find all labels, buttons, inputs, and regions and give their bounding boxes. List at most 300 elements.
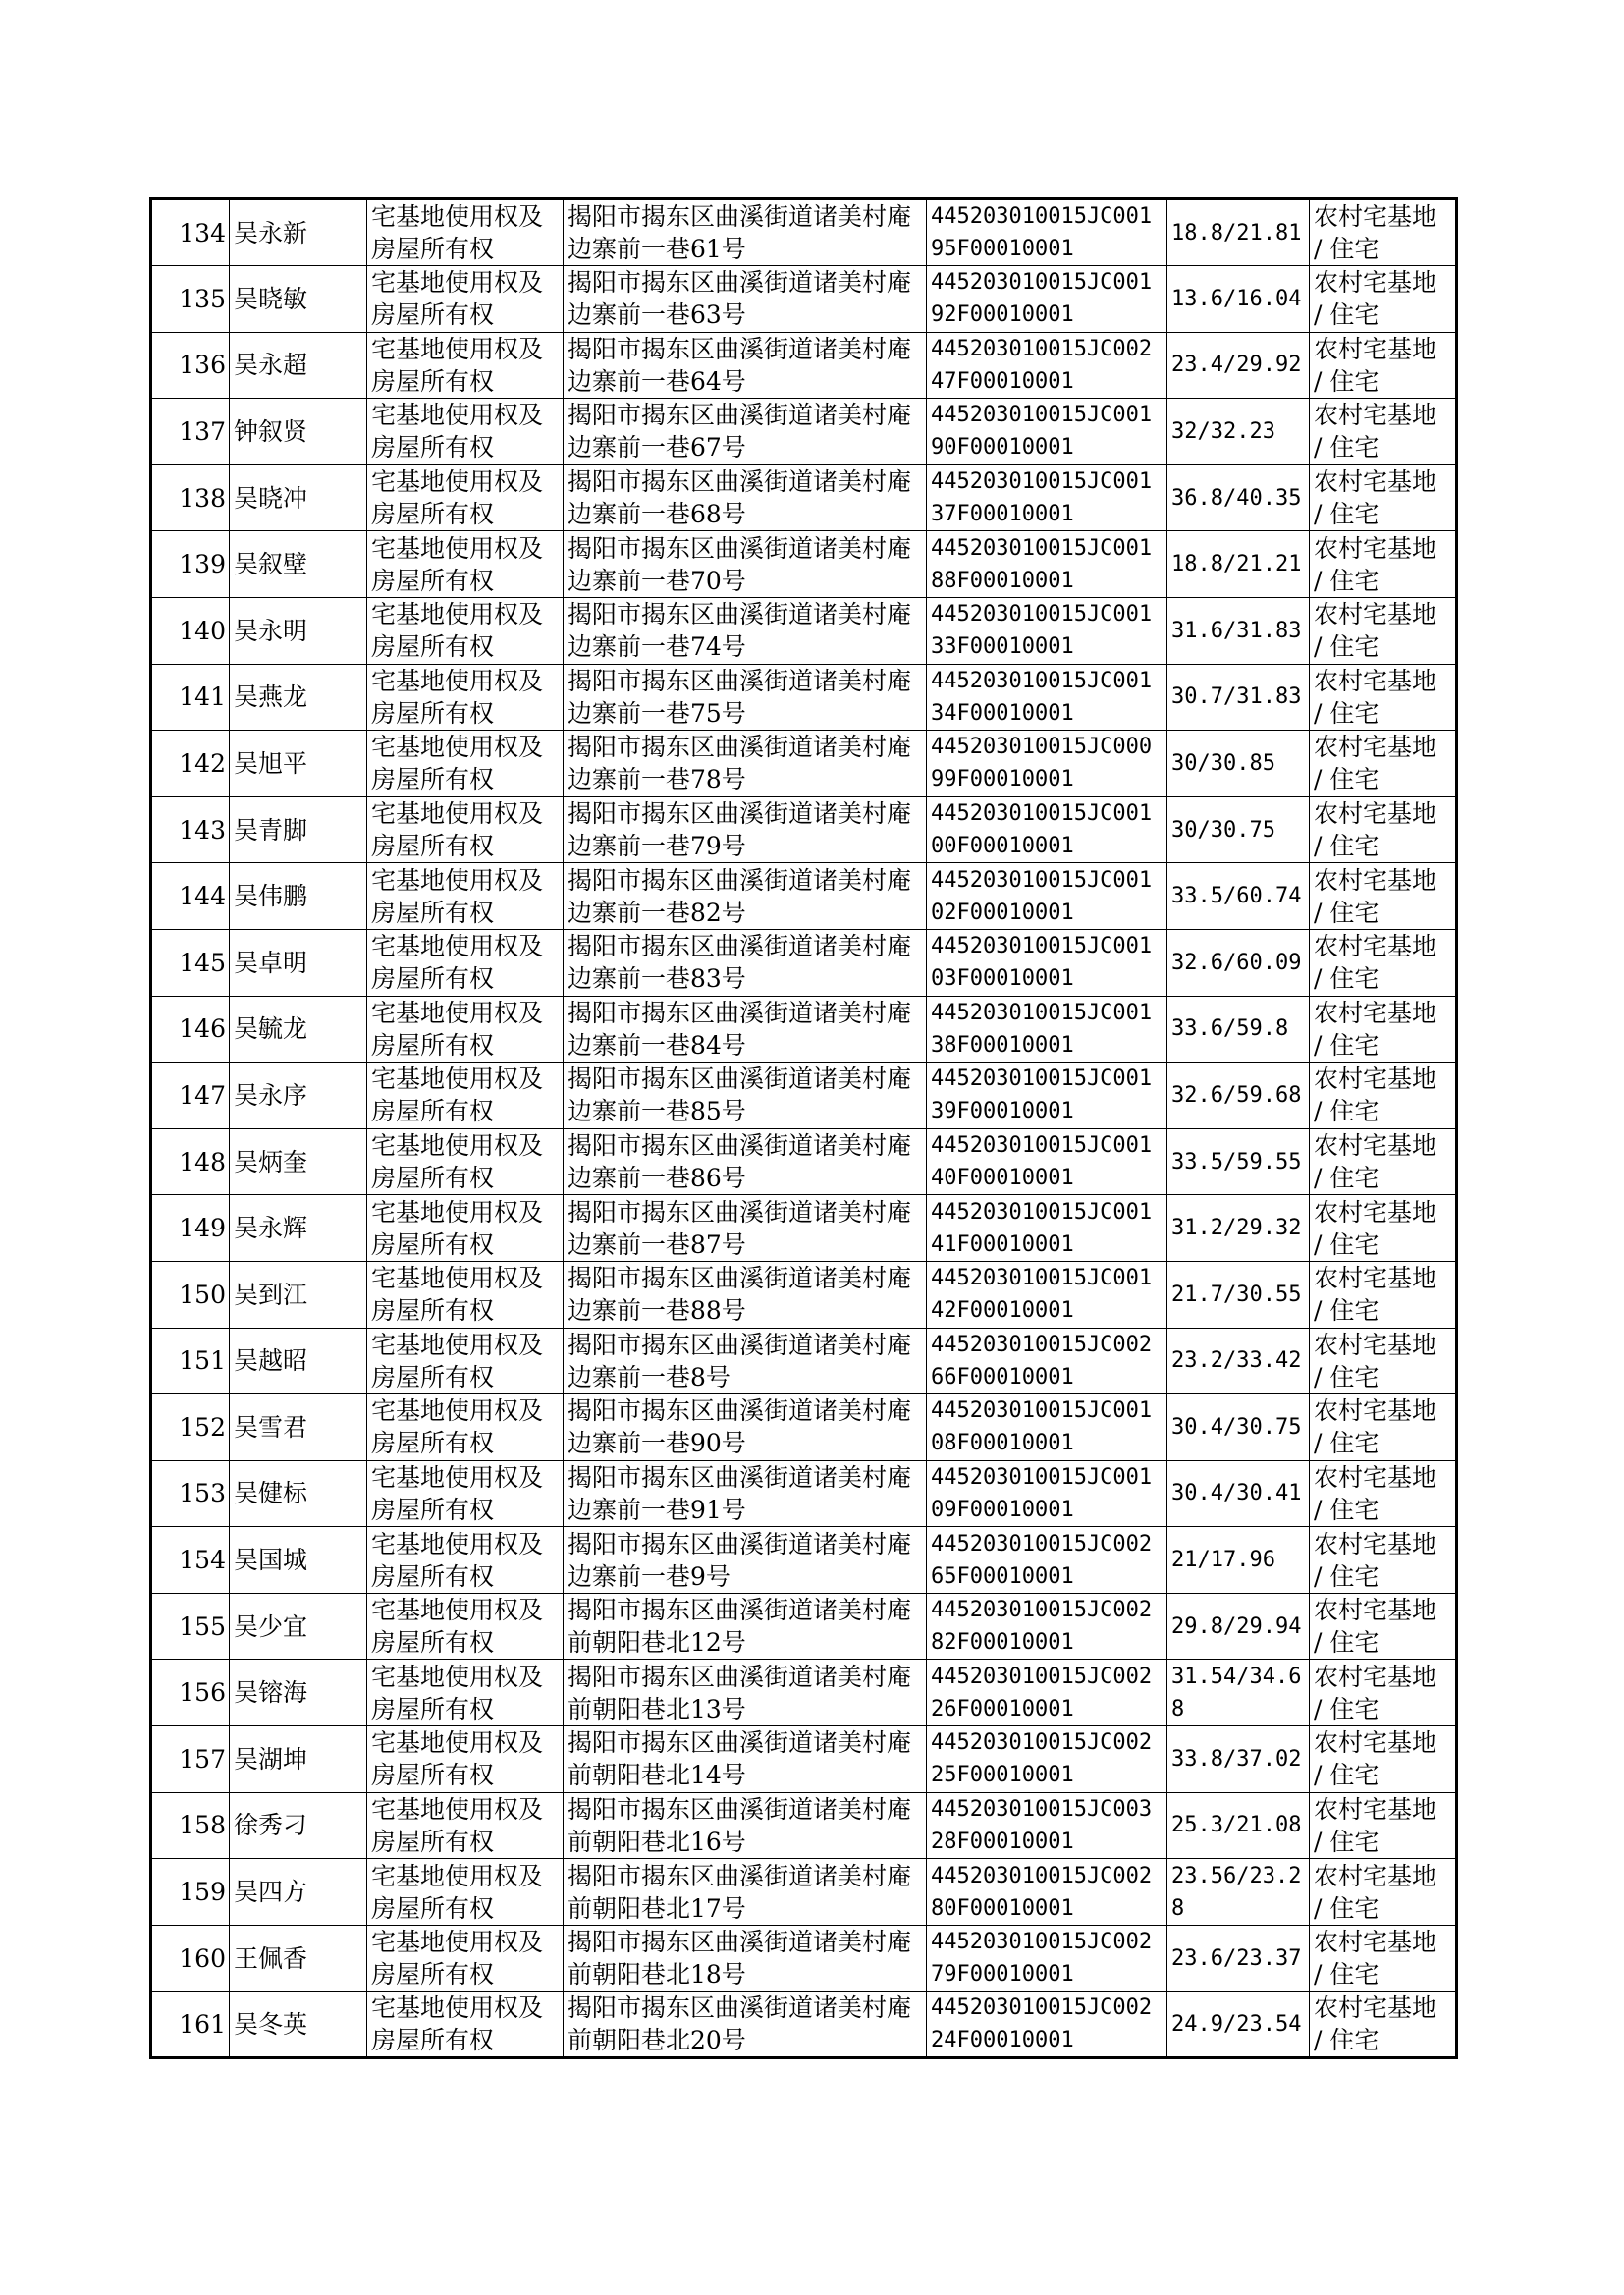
code-text: 445203010015JC00141F00010001 — [931, 1199, 1153, 1257]
owner-name-cell — [230, 199, 367, 266]
area-text: 30/30.75 — [1171, 817, 1275, 843]
right-type-cell — [367, 996, 564, 1063]
address-cell — [564, 1261, 927, 1328]
address-cell — [564, 531, 927, 598]
owner-name-cell — [230, 597, 367, 664]
right-type-text: 宅基地使用权及房屋所有权 — [371, 1065, 544, 1126]
area-text: 23.6/23.37 — [1171, 1945, 1302, 1971]
owner-name-cell — [230, 731, 367, 797]
code-text: 445203010015JC00282F00010001 — [931, 1598, 1153, 1656]
seq-text: 139 — [179, 550, 226, 579]
land-use-cell — [1310, 796, 1457, 863]
land-use-cell — [1310, 1460, 1457, 1527]
unit-code-cell — [927, 1063, 1167, 1129]
address-text: 揭阳市揭东区曲溪街道诸美村庵边寨前一巷87号 — [568, 1197, 912, 1259]
table-row — [151, 597, 1457, 664]
right-type-text: 宅基地使用权及房屋所有权 — [371, 1928, 544, 1990]
area-cell — [1167, 1328, 1310, 1394]
area-cell — [1167, 332, 1310, 399]
table-row — [151, 1527, 1457, 1594]
seq-text: 155 — [179, 1612, 226, 1641]
seq-text: 161 — [179, 2009, 226, 2039]
table-row — [151, 1859, 1457, 1926]
area-cell — [1167, 929, 1310, 996]
row-number-cell — [151, 1992, 230, 2058]
area-text: 25.3/21.08 — [1171, 1813, 1302, 1838]
use-text: 农村宅基地 / 住宅 — [1314, 1197, 1437, 1259]
area-text: 18.8/21.21 — [1171, 552, 1302, 577]
row-number-cell — [151, 1925, 230, 1992]
area-cell — [1167, 664, 1310, 731]
land-use-cell — [1310, 597, 1457, 664]
address-text: 揭阳市揭东区曲溪街道诸美村庵边寨前一巷63号 — [568, 268, 912, 330]
name-text: 吴旭平 — [234, 748, 308, 778]
area-cell — [1167, 996, 1310, 1063]
area-cell — [1167, 597, 1310, 664]
land-use-cell — [1310, 1726, 1457, 1793]
seq-text: 152 — [179, 1412, 226, 1442]
right-type-text: 宅基地使用权及房屋所有权 — [371, 334, 544, 396]
land-use-cell — [1310, 266, 1457, 333]
unit-code-cell — [927, 1660, 1167, 1726]
address-text: 揭阳市揭东区曲溪街道诸美村庵边寨前一巷8号 — [568, 1330, 912, 1392]
seq-text: 160 — [179, 1943, 226, 1973]
right-type-cell — [367, 929, 564, 996]
seq-text: 153 — [179, 1479, 226, 1508]
address-cell — [564, 996, 927, 1063]
right-type-text: 宅基地使用权及房屋所有权 — [371, 1529, 544, 1591]
seq-text: 150 — [179, 1280, 226, 1309]
land-use-cell — [1310, 1593, 1457, 1660]
table-row — [151, 1593, 1457, 1660]
seq-text: 156 — [179, 1678, 226, 1708]
use-text: 农村宅基地 / 住宅 — [1314, 600, 1437, 662]
right-type-cell — [367, 1128, 564, 1195]
area-cell — [1167, 1195, 1310, 1262]
seq-text: 143 — [179, 815, 226, 845]
table-row — [151, 1925, 1457, 1992]
right-type-cell — [367, 1859, 564, 1926]
owner-name-cell — [230, 531, 367, 598]
unit-code-cell — [927, 1394, 1167, 1461]
table-row — [151, 1261, 1457, 1328]
name-text: 吴晓冲 — [234, 483, 308, 513]
unit-code-cell — [927, 199, 1167, 266]
row-number-cell — [151, 1527, 230, 1594]
right-type-text: 宅基地使用权及房屋所有权 — [371, 1396, 544, 1458]
use-text: 农村宅基地 / 住宅 — [1314, 1264, 1437, 1326]
seq-text: 158 — [179, 1811, 226, 1840]
area-cell — [1167, 1660, 1310, 1726]
right-type-text: 宅基地使用权及房屋所有权 — [371, 401, 544, 463]
unit-code-cell — [927, 1527, 1167, 1594]
land-use-cell — [1310, 531, 1457, 598]
address-text: 揭阳市揭东区曲溪街道诸美村庵边寨前一巷88号 — [568, 1264, 912, 1326]
unit-code-cell — [927, 1328, 1167, 1394]
area-cell — [1167, 863, 1310, 930]
right-type-text: 宅基地使用权及房屋所有权 — [371, 1264, 544, 1326]
table-row — [151, 464, 1457, 531]
unit-code-cell — [927, 1261, 1167, 1328]
seq-text: 137 — [179, 416, 226, 446]
address-cell — [564, 1394, 927, 1461]
area-text: 13.6/16.04 — [1171, 286, 1302, 311]
area-text: 33.6/59.8 — [1171, 1016, 1289, 1042]
row-number-cell — [151, 1394, 230, 1461]
row-number-cell — [151, 531, 230, 598]
right-type-cell — [367, 1660, 564, 1726]
use-text: 农村宅基地 / 住宅 — [1314, 1794, 1437, 1856]
owner-name-cell — [230, 796, 367, 863]
address-cell — [564, 597, 927, 664]
address-text: 揭阳市揭东区曲溪街道诸美村庵边寨前一巷9号 — [568, 1529, 912, 1591]
owner-name-cell — [230, 1261, 367, 1328]
name-text: 吴健标 — [234, 1479, 308, 1508]
address-cell — [564, 796, 927, 863]
area-cell — [1167, 731, 1310, 797]
code-text: 445203010015JC00139F00010001 — [931, 1066, 1153, 1124]
land-use-cell — [1310, 863, 1457, 930]
seq-text: 140 — [179, 616, 226, 645]
owner-name-cell — [230, 1660, 367, 1726]
owner-name-cell — [230, 1527, 367, 1594]
address-cell — [564, 464, 927, 531]
land-use-cell — [1310, 731, 1457, 797]
table-row — [151, 996, 1457, 1063]
owner-name-cell — [230, 1128, 367, 1195]
name-text: 吴毓龙 — [234, 1014, 308, 1044]
address-cell — [564, 1063, 927, 1129]
address-cell — [564, 731, 927, 797]
unit-code-cell — [927, 399, 1167, 465]
land-use-cell — [1310, 996, 1457, 1063]
name-text: 王佩香 — [234, 1943, 308, 1973]
name-text: 吴伟鹏 — [234, 882, 308, 911]
row-number-cell — [151, 1128, 230, 1195]
land-use-cell — [1310, 1195, 1457, 1262]
right-type-text: 宅基地使用权及房屋所有权 — [371, 733, 544, 794]
code-text: 445203010015JC00137F00010001 — [931, 469, 1153, 527]
right-type-text: 宅基地使用权及房屋所有权 — [371, 1994, 544, 2055]
right-type-cell — [367, 731, 564, 797]
area-text: 23.4/29.92 — [1171, 353, 1302, 378]
property-registry-table — [149, 197, 1458, 2059]
table-row — [151, 1660, 1457, 1726]
address-cell — [564, 1726, 927, 1793]
code-text: 445203010015JC00099F00010001 — [931, 735, 1153, 792]
address-text: 揭阳市揭东区曲溪街道诸美村庵边寨前一巷74号 — [568, 600, 912, 662]
code-text: 445203010015JC00103F00010001 — [931, 934, 1153, 992]
address-text: 揭阳市揭东区曲溪街道诸美村庵边寨前一巷67号 — [568, 401, 912, 463]
unit-code-cell — [927, 1460, 1167, 1527]
use-text: 农村宅基地 / 住宅 — [1314, 1131, 1437, 1193]
land-use-cell — [1310, 1394, 1457, 1461]
use-text: 农村宅基地 / 住宅 — [1314, 1928, 1437, 1990]
row-number-cell — [151, 664, 230, 731]
address-cell — [564, 1792, 927, 1859]
right-type-cell — [367, 1726, 564, 1793]
owner-name-cell — [230, 1063, 367, 1129]
right-type-text: 宅基地使用权及房屋所有权 — [371, 1197, 544, 1259]
address-text: 揭阳市揭东区曲溪街道诸美村庵边寨前一巷83号 — [568, 932, 912, 994]
address-text: 揭阳市揭东区曲溪街道诸美村庵前朝阳巷北20号 — [568, 1994, 912, 2055]
right-type-text: 宅基地使用权及房屋所有权 — [371, 1596, 544, 1658]
address-text: 揭阳市揭东区曲溪街道诸美村庵边寨前一巷68号 — [568, 467, 912, 529]
table-row — [151, 1195, 1457, 1262]
owner-name-cell — [230, 863, 367, 930]
seq-text: 144 — [179, 882, 226, 911]
use-text: 农村宅基地 / 住宅 — [1314, 268, 1437, 330]
area-cell — [1167, 1394, 1310, 1461]
area-cell — [1167, 199, 1310, 266]
owner-name-cell — [230, 1460, 367, 1527]
seq-text: 141 — [179, 683, 226, 712]
right-type-cell — [367, 1925, 564, 1992]
use-text: 农村宅基地 / 住宅 — [1314, 1529, 1437, 1591]
land-use-cell — [1310, 332, 1457, 399]
right-type-cell — [367, 464, 564, 531]
unit-code-cell — [927, 929, 1167, 996]
right-type-text: 宅基地使用权及房屋所有权 — [371, 998, 544, 1060]
row-number-cell — [151, 863, 230, 930]
land-use-cell — [1310, 1527, 1457, 1594]
owner-name-cell — [230, 1328, 367, 1394]
row-number-cell — [151, 399, 230, 465]
land-use-cell — [1310, 399, 1457, 465]
area-cell — [1167, 1261, 1310, 1328]
address-text: 揭阳市揭东区曲溪街道诸美村庵边寨前一巷64号 — [568, 334, 912, 396]
address-text: 揭阳市揭东区曲溪街道诸美村庵边寨前一巷79号 — [568, 799, 912, 861]
land-use-cell — [1310, 199, 1457, 266]
owner-name-cell — [230, 996, 367, 1063]
right-type-cell — [367, 332, 564, 399]
address-cell — [564, 1925, 927, 1992]
use-text: 农村宅基地 / 住宅 — [1314, 998, 1437, 1060]
name-text: 吴永辉 — [234, 1214, 308, 1243]
name-text: 徐秀刁 — [234, 1811, 308, 1840]
code-text: 445203010015JC00108F00010001 — [931, 1398, 1153, 1456]
unit-code-cell — [927, 664, 1167, 731]
land-use-cell — [1310, 1328, 1457, 1394]
address-text: 揭阳市揭东区曲溪街道诸美村庵边寨前一巷78号 — [568, 733, 912, 794]
name-text: 吴永超 — [234, 351, 308, 380]
name-text: 吴湖坤 — [234, 1744, 308, 1774]
seq-text: 159 — [179, 1878, 226, 1907]
address-text: 揭阳市揭东区曲溪街道诸美村庵边寨前一巷61号 — [568, 202, 912, 263]
right-type-cell — [367, 199, 564, 266]
seq-text: 154 — [179, 1546, 226, 1575]
area-text: 30.7/31.83 — [1171, 684, 1302, 710]
name-text: 吴到江 — [234, 1280, 308, 1309]
seq-text: 148 — [179, 1147, 226, 1176]
right-type-cell — [367, 597, 564, 664]
address-cell — [564, 266, 927, 333]
area-cell — [1167, 531, 1310, 598]
row-number-cell — [151, 266, 230, 333]
use-text: 农村宅基地 / 住宅 — [1314, 467, 1437, 529]
unit-code-cell — [927, 266, 1167, 333]
area-text: 23.2/33.42 — [1171, 1348, 1302, 1374]
code-text: 445203010015JC00188F00010001 — [931, 535, 1153, 593]
code-text: 445203010015JC00279F00010001 — [931, 1930, 1153, 1988]
area-text: 31.6/31.83 — [1171, 618, 1302, 643]
owner-name-cell — [230, 1925, 367, 1992]
address-text: 揭阳市揭东区曲溪街道诸美村庵边寨前一巷90号 — [568, 1396, 912, 1458]
use-text: 农村宅基地 / 住宅 — [1314, 1596, 1437, 1658]
right-type-text: 宅基地使用权及房屋所有权 — [371, 666, 544, 728]
table-row — [151, 266, 1457, 333]
land-use-cell — [1310, 1261, 1457, 1328]
area-text: 23.56/23.28 — [1171, 1863, 1302, 1921]
owner-name-cell — [230, 332, 367, 399]
address-text: 揭阳市揭东区曲溪街道诸美村庵边寨前一巷85号 — [568, 1065, 912, 1126]
unit-code-cell — [927, 597, 1167, 664]
area-cell — [1167, 1859, 1310, 1926]
code-text: 445203010015JC00247F00010001 — [931, 336, 1153, 394]
table-row — [151, 1128, 1457, 1195]
use-text: 农村宅基地 / 住宅 — [1314, 666, 1437, 728]
row-number-cell — [151, 796, 230, 863]
address-text: 揭阳市揭东区曲溪街道诸美村庵前朝阳巷北16号 — [568, 1794, 912, 1856]
name-text: 吴炳奎 — [234, 1147, 308, 1176]
row-number-cell — [151, 1261, 230, 1328]
unit-code-cell — [927, 863, 1167, 930]
owner-name-cell — [230, 1195, 367, 1262]
land-use-cell — [1310, 1925, 1457, 1992]
address-cell — [564, 199, 927, 266]
code-text: 445203010015JC00225F00010001 — [931, 1730, 1153, 1788]
seq-text: 136 — [179, 351, 226, 380]
right-type-text: 宅基地使用权及房屋所有权 — [371, 932, 544, 994]
use-text: 农村宅基地 / 住宅 — [1314, 1861, 1437, 1923]
code-text: 445203010015JC00265F00010001 — [931, 1531, 1153, 1589]
owner-name-cell — [230, 1593, 367, 1660]
seq-text: 149 — [179, 1214, 226, 1243]
address-cell — [564, 1992, 927, 2058]
unit-code-cell — [927, 1128, 1167, 1195]
address-cell — [564, 1195, 927, 1262]
use-text: 农村宅基地 / 住宅 — [1314, 1994, 1437, 2055]
unit-code-cell — [927, 1925, 1167, 1992]
right-type-text: 宅基地使用权及房屋所有权 — [371, 467, 544, 529]
table-row — [151, 1726, 1457, 1793]
use-text: 农村宅基地 / 住宅 — [1314, 1462, 1437, 1524]
use-text: 农村宅基地 / 住宅 — [1314, 533, 1437, 595]
area-text: 32.6/60.09 — [1171, 950, 1302, 975]
table-row — [151, 1328, 1457, 1394]
right-type-cell — [367, 1527, 564, 1594]
right-type-cell — [367, 664, 564, 731]
row-number-cell — [151, 1792, 230, 1859]
name-text: 吴永序 — [234, 1080, 308, 1110]
row-number-cell — [151, 1859, 230, 1926]
unit-code-cell — [927, 996, 1167, 1063]
right-type-cell — [367, 399, 564, 465]
land-use-cell — [1310, 1660, 1457, 1726]
row-number-cell — [151, 1195, 230, 1262]
address-text: 揭阳市揭东区曲溪街道诸美村庵边寨前一巷82号 — [568, 865, 912, 927]
address-cell — [564, 332, 927, 399]
right-type-text: 宅基地使用权及房屋所有权 — [371, 533, 544, 595]
use-text: 农村宅基地 / 住宅 — [1314, 1728, 1437, 1790]
table-row — [151, 1394, 1457, 1461]
table-row — [151, 1992, 1457, 2058]
area-cell — [1167, 1527, 1310, 1594]
address-cell — [564, 1128, 927, 1195]
use-text: 农村宅基地 / 住宅 — [1314, 334, 1437, 396]
area-text: 30.4/30.75 — [1171, 1414, 1302, 1440]
right-type-text: 宅基地使用权及房屋所有权 — [371, 1794, 544, 1856]
right-type-text: 宅基地使用权及房屋所有权 — [371, 799, 544, 861]
use-text: 农村宅基地 / 住宅 — [1314, 1662, 1437, 1723]
land-use-cell — [1310, 664, 1457, 731]
name-text: 吴冬英 — [234, 2009, 308, 2039]
area-text: 31.2/29.32 — [1171, 1216, 1302, 1241]
unit-code-cell — [927, 464, 1167, 531]
right-type-cell — [367, 1792, 564, 1859]
use-text: 农村宅基地 / 住宅 — [1314, 932, 1437, 994]
name-text: 吴燕龙 — [234, 683, 308, 712]
seq-text: 142 — [179, 748, 226, 778]
name-text: 吴晓敏 — [234, 284, 308, 313]
code-text: 445203010015JC00140F00010001 — [931, 1133, 1153, 1191]
area-cell — [1167, 1792, 1310, 1859]
use-text: 农村宅基地 / 住宅 — [1314, 401, 1437, 463]
right-type-cell — [367, 531, 564, 598]
unit-code-cell — [927, 731, 1167, 797]
right-type-text: 宅基地使用权及房屋所有权 — [371, 865, 544, 927]
table-row — [151, 199, 1457, 266]
right-type-text: 宅基地使用权及房屋所有权 — [371, 1462, 544, 1524]
address-cell — [564, 1328, 927, 1394]
row-number-cell — [151, 1328, 230, 1394]
code-text: 445203010015JC00190F00010001 — [931, 403, 1153, 461]
table-row — [151, 531, 1457, 598]
name-text: 吴越昭 — [234, 1346, 308, 1376]
land-use-cell — [1310, 1063, 1457, 1129]
area-cell — [1167, 1063, 1310, 1129]
table-row — [151, 731, 1457, 797]
owner-name-cell — [230, 1726, 367, 1793]
seq-text: 135 — [179, 284, 226, 313]
name-text: 吴四方 — [234, 1878, 308, 1907]
use-text: 农村宅基地 / 住宅 — [1314, 1396, 1437, 1458]
code-text: 445203010015JC00133F00010001 — [931, 602, 1153, 660]
area-cell — [1167, 1992, 1310, 2058]
right-type-cell — [367, 1460, 564, 1527]
table-row — [151, 399, 1457, 465]
unit-code-cell — [927, 1992, 1167, 2058]
address-text: 揭阳市揭东区曲溪街道诸美村庵前朝阳巷北14号 — [568, 1728, 912, 1790]
name-text: 吴卓明 — [234, 948, 308, 977]
seq-text: 134 — [179, 218, 226, 247]
right-type-cell — [367, 1593, 564, 1660]
address-cell — [564, 1859, 927, 1926]
right-type-text: 宅基地使用权及房屋所有权 — [371, 1131, 544, 1193]
address-text: 揭阳市揭东区曲溪街道诸美村庵前朝阳巷北12号 — [568, 1596, 912, 1658]
right-type-cell — [367, 1992, 564, 2058]
row-number-cell — [151, 597, 230, 664]
area-text: 21.7/30.55 — [1171, 1282, 1302, 1307]
unit-code-cell — [927, 531, 1167, 598]
owner-name-cell — [230, 399, 367, 465]
right-type-cell — [367, 1261, 564, 1328]
seq-text: 138 — [179, 483, 226, 513]
code-text: 445203010015JC00100F00010001 — [931, 801, 1153, 859]
table-row — [151, 1063, 1457, 1129]
name-text: 吴少宜 — [234, 1612, 308, 1641]
right-type-text: 宅基地使用权及房屋所有权 — [371, 1728, 544, 1790]
